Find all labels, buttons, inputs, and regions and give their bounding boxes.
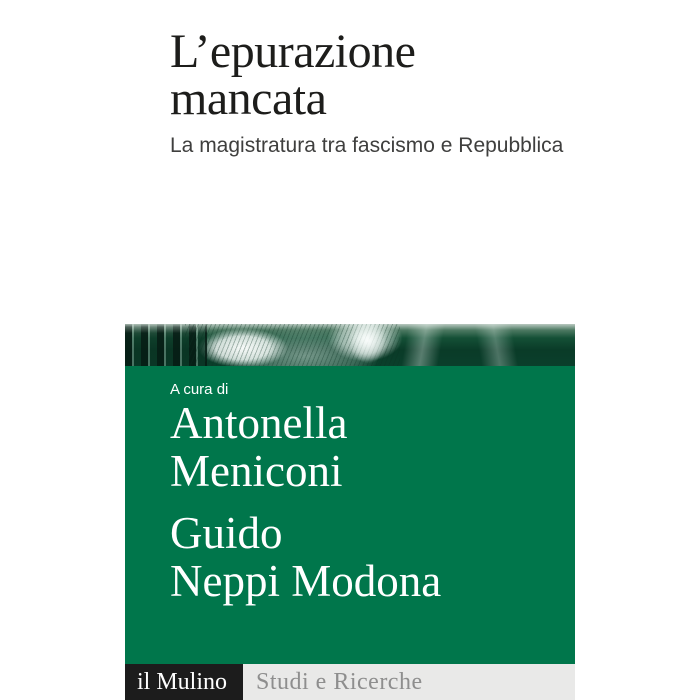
photo-strip-light-streak [340,324,400,366]
edited-by-label: A cura di [170,381,229,398]
editor-1-first-name: Antonella [170,398,348,448]
series-name: Studi e Ricerche [256,669,423,695]
book-subtitle: La magistratura tra fascismo e Repubblica [170,134,564,157]
publisher-logo [125,664,243,700]
cover-green-panel [125,324,575,664]
editor-2-last-name: Neppi Modona [170,556,442,606]
series-label-box [243,664,575,700]
publisher-name: il Mulino [137,669,228,695]
book-title-line1: L’epurazione [170,25,416,78]
publisher-series-bar [125,664,575,700]
cover-photo-strip [125,324,575,366]
book-title [170,25,416,125]
editor-2-first-name: Guido [170,508,283,558]
editor-1-last-name: Meniconi [170,446,343,496]
editor-name-1 [170,399,347,495]
editor-name-2 [170,509,441,605]
book-title-line2: mancata [170,72,327,125]
